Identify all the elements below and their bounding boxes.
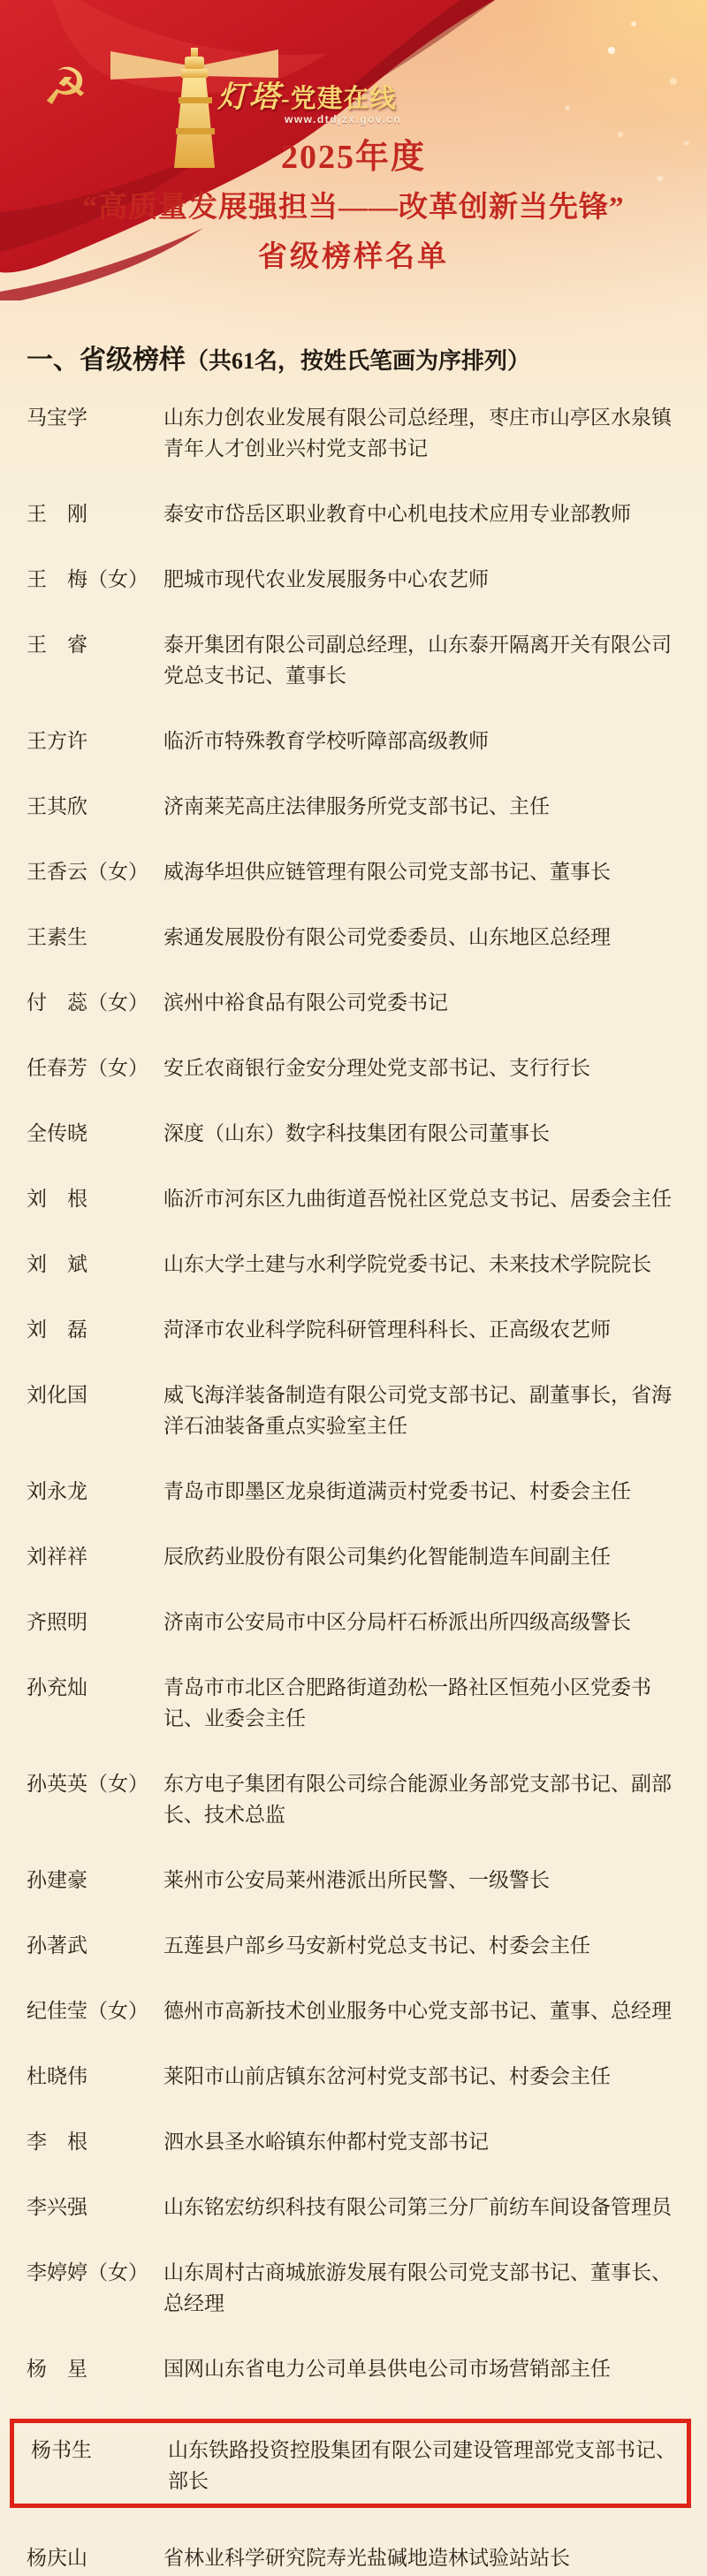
- hammer-sickle-icon: [42, 57, 88, 117]
- section-heading-note: （共61名，按姓氏笔画为序排列）: [186, 348, 531, 374]
- person-description: 临沂市河东区九曲街道吾悦社区党总支书记、居委会主任: [163, 1188, 672, 1210]
- page-title-theme: “高质量发展强担当——改革创新当先锋”: [82, 192, 625, 224]
- person-name: 孙充灿: [27, 1676, 87, 1698]
- person-description: 山东力创农业发展有限公司总经理，枣庄市山亭区水泉镇青年人才创业兴村党支部书记: [163, 407, 672, 460]
- page-title-year: 2025年度: [280, 139, 426, 176]
- list-item: [27, 1183, 691, 1214]
- section-heading: [27, 343, 691, 379]
- person-name: 刘 斌: [27, 1253, 87, 1275]
- person-name: 李 根: [27, 2131, 87, 2153]
- list-item: [27, 629, 691, 691]
- section-heading-main: 一、省级榜样: [27, 346, 186, 375]
- person-description: 威飞海洋装备制造有限公司党支部书记、副董事长，省海洋石油装备重点实验室主任: [163, 1384, 672, 1437]
- list-item: [27, 1476, 691, 1507]
- list-item: [27, 1314, 691, 1345]
- list-item: [27, 498, 691, 529]
- list-item: [27, 1541, 691, 1572]
- site-name-suffix: -党建在线: [281, 85, 397, 113]
- honor-list: [27, 402, 691, 2573]
- person-name: 杨庆山: [27, 2547, 87, 2569]
- person-description: 菏泽市农业科学院科研管理科科长、正高级农艺师: [163, 1318, 611, 1341]
- person-name: 全传晓: [27, 1122, 87, 1144]
- person-name: 杨书生: [31, 2439, 92, 2461]
- list-section: [27, 343, 691, 2576]
- list-item: [27, 2192, 691, 2223]
- person-name: 孙著武: [27, 1934, 87, 1957]
- list-item: [27, 1995, 691, 2026]
- list-item: [27, 1052, 691, 1083]
- person-description: 泗水县圣水峪镇东仲都村党支部书记: [163, 2131, 489, 2153]
- list-item: [27, 2257, 691, 2319]
- site-url: www.dtdjzx.gov.cn: [285, 113, 402, 125]
- person-description: 省林业科学研究院寿光盐碱地造林试验站站长: [163, 2547, 570, 2569]
- list-item: [27, 791, 691, 822]
- list-item: [27, 1607, 691, 1638]
- list-item: [27, 402, 691, 464]
- person-description: 山东铁路投资控股集团有限公司建设管理部党支部书记、部长: [168, 2439, 676, 2492]
- person-name: 马宝学: [27, 407, 87, 429]
- list-item: [27, 564, 691, 595]
- person-name: 杜晓伟: [27, 2065, 87, 2087]
- person-description: 山东铭宏纺织科技有限公司第三分厂前纺车间设备管理员: [163, 2196, 672, 2218]
- person-description: 临沂市特殊教育学校听障部高级教师: [163, 730, 489, 752]
- person-description: 辰欣药业股份有限公司集约化智能制造车间副主任: [163, 1546, 611, 1568]
- list-item: [27, 726, 691, 756]
- svg-text:☭: ☭: [42, 57, 88, 117]
- person-description: 青岛市即墨区龙泉街道满贡村党委书记、村委会主任: [163, 1480, 631, 1502]
- person-name: 任春芳（女）: [27, 1057, 148, 1079]
- person-description: 莱州市公安局莱州港派出所民警、一级警长: [163, 1869, 550, 1891]
- person-description: 泰安市岱岳区职业教育中心机电技术应用专业部教师: [163, 503, 631, 525]
- list-item: [27, 856, 691, 887]
- person-description: 安丘农商银行金安分理处党支部书记、支行行长: [163, 1057, 590, 1079]
- person-name: 孙英英（女）: [27, 1773, 148, 1795]
- person-description: 国网山东省电力公司单县供电公司市场营销部主任: [163, 2358, 611, 2380]
- person-description: 莱阳市山前店镇东岔河村党支部书记、村委会主任: [163, 2065, 611, 2087]
- page-title-listname: 省级榜样名单: [258, 241, 449, 273]
- list-item: [27, 1118, 691, 1149]
- person-name: 王方许: [27, 730, 87, 752]
- person-description: 威海华坦供应链管理有限公司党支部书记、董事长: [163, 861, 611, 883]
- person-name: 刘化国: [27, 1384, 87, 1406]
- person-name: 杨 星: [27, 2358, 87, 2380]
- list-item: [27, 1865, 691, 1896]
- list-item: [27, 2353, 691, 2384]
- person-description: 泰开集团有限公司副总经理，山东泰开隔离开关有限公司党总支书记、董事长: [163, 634, 672, 687]
- person-name: 李婷婷（女）: [27, 2261, 148, 2283]
- person-description: 肥城市现代农业发展服务中心农艺师: [163, 568, 489, 590]
- person-name: 付 蕊（女）: [27, 992, 148, 1014]
- person-name: 孙建豪: [27, 1869, 87, 1891]
- person-name: 王香云（女）: [27, 861, 148, 883]
- person-description: 东方电子集团有限公司综合能源业务部党支部书记、副部长、技术总监: [163, 1773, 672, 1826]
- list-item: [10, 2419, 691, 2508]
- person-name: 刘 根: [27, 1188, 87, 1210]
- person-name: 刘 磊: [27, 1318, 87, 1341]
- person-name: 刘祥祥: [27, 1546, 87, 1568]
- person-name: 王 梅（女）: [27, 568, 148, 590]
- person-name: 纪佳莹（女）: [27, 2000, 148, 2022]
- person-name: 王素生: [27, 926, 87, 948]
- person-description: 山东大学土建与水利学院党委书记、未来技术学院院长: [163, 1253, 651, 1275]
- site-logo-text: [217, 72, 397, 116]
- person-name: 齐照明: [27, 1611, 87, 1633]
- list-item: [27, 1249, 691, 1280]
- person-description: 济南市公安局市中区分局杆石桥派出所四级高级警长: [163, 1611, 631, 1633]
- person-name: 王其欣: [27, 795, 87, 817]
- person-name: 王 刚: [27, 503, 87, 525]
- person-name: 李兴强: [27, 2196, 87, 2218]
- person-description: 索通发展股份有限公司党委委员、山东地区总经理: [163, 926, 611, 948]
- person-description: 济南莱芜高庄法律服务所党支部书记、主任: [163, 795, 550, 817]
- person-name: 王 睿: [27, 634, 87, 656]
- site-name: 灯塔: [217, 81, 281, 114]
- list-item: [27, 1768, 691, 1830]
- list-item: [27, 2542, 691, 2573]
- list-item: [27, 1379, 691, 1441]
- person-description: 德州市高新技术创业服务中心党支部书记、董事、总经理: [163, 2000, 672, 2022]
- person-name: 刘永龙: [27, 1480, 87, 1502]
- list-item: [27, 922, 691, 953]
- list-item: [27, 1930, 691, 1961]
- person-description: 滨州中裕食品有限公司党委书记: [163, 992, 448, 1014]
- person-description: 五莲县户部乡马安新村党总支书记、村委会主任: [163, 1934, 590, 1957]
- list-item: [27, 1672, 691, 1734]
- person-description: 深度（山东）数字科技集团有限公司董事长: [163, 1122, 550, 1144]
- person-description: 山东周村古商城旅游发展有限公司党支部书记、董事长、总经理: [163, 2261, 672, 2314]
- person-description: 青岛市市北区合肥路街道劲松一路社区恒苑小区党委书记、业委会主任: [163, 1676, 651, 1729]
- list-item: [27, 2061, 691, 2092]
- list-item: [27, 987, 691, 1018]
- list-item: [27, 2126, 691, 2157]
